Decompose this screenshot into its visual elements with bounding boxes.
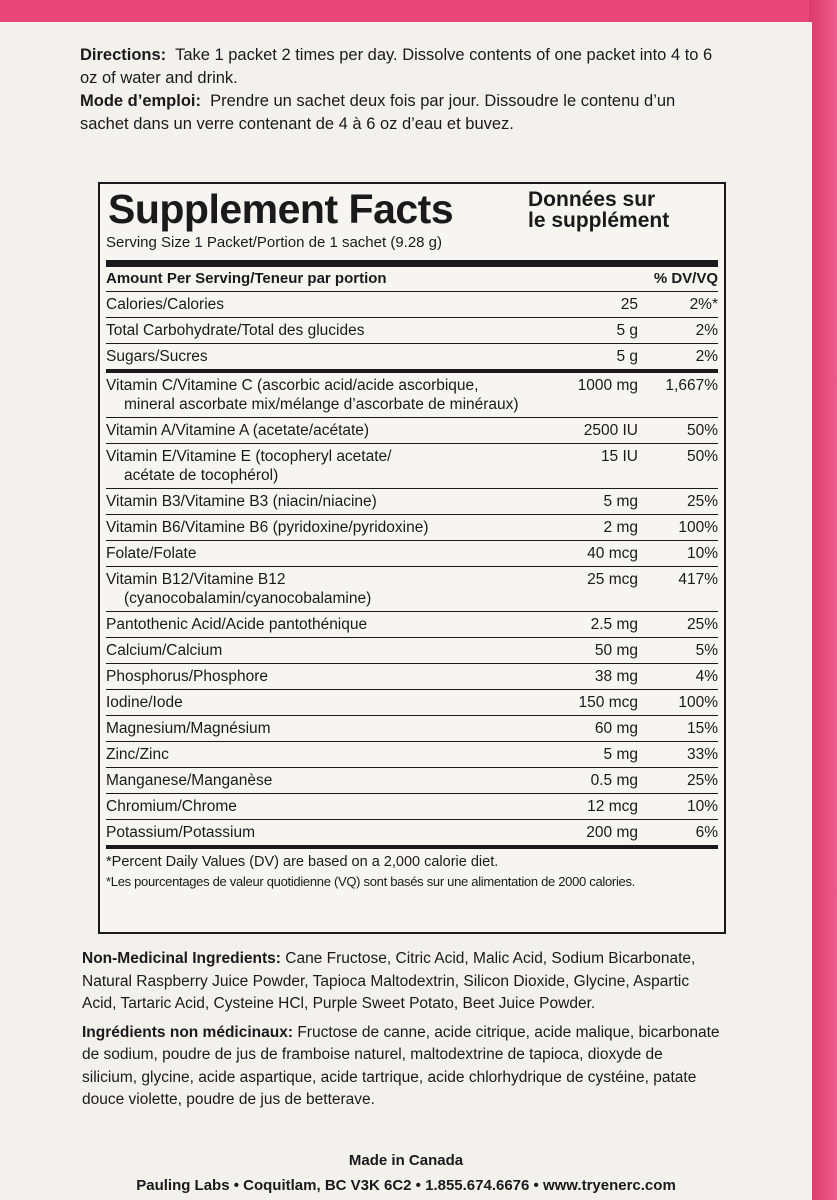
directions-text-fr: Prendre un sachet deux fois par jour. Dissoudre le contenu d’un sachet dans un verre contenant de 4 à 6 oz d’eau et buvez. — [80, 92, 676, 133]
ingredients-block — [82, 948, 722, 1118]
nutrient-name-detail: mineral ascorbate mix/mélange d’ascorbate de minéraux) — [124, 396, 519, 413]
nutrient-name: Calories/Calories — [106, 296, 225, 313]
facts-title-en: Supplement Facts — [108, 186, 454, 232]
nutrient-dv: 10% — [686, 798, 718, 815]
nutrient-name-cell — [106, 321, 528, 340]
nutrient-name-cell — [106, 771, 528, 790]
nutrient-amount: 15 IU — [600, 448, 638, 465]
supplement-facts-panel — [98, 182, 726, 934]
nutrient-dv: 6% — [695, 824, 718, 841]
nutrient-name: Total Carbohydrate/Total des glucides — [106, 322, 365, 339]
nutrient-name-cell — [106, 492, 528, 511]
facts-row — [106, 489, 718, 515]
nutrient-name-cell — [106, 544, 528, 563]
directions-block — [80, 44, 720, 136]
nutrient-dv: 2% — [695, 322, 718, 339]
nutrient-amount: 5 g — [616, 322, 638, 339]
nutrient-dv: 25% — [686, 616, 718, 633]
nutrient-name: Iodine/Iode — [106, 694, 183, 711]
nutrient-name: Vitamin B12/Vitamine B12 — [106, 571, 286, 588]
header-dv: % DV/VQ — [653, 270, 718, 287]
facts-title-fr-line2: le supplément — [528, 209, 670, 232]
facts-row — [106, 820, 718, 845]
ingredients-label-fr: Ingrédients non médicinaux: — [82, 1023, 293, 1041]
directions-label-en: Directions: — [80, 46, 167, 64]
footnote-en: *Percent Daily Values (DV) are based on a 2,000 calorie diet. — [106, 854, 499, 870]
ingredients-fr — [82, 1022, 722, 1112]
nutrient-dv: 100% — [678, 519, 718, 536]
directions-en — [80, 44, 720, 90]
facts-row — [106, 541, 718, 567]
nutrient-amount: 25 — [620, 296, 638, 313]
nutrient-name-cell — [106, 641, 528, 660]
nutrient-name: Calcium/Calcium — [106, 642, 223, 659]
nutrient-amount: 38 mg — [594, 668, 638, 685]
nutrient-amount: 2500 IU — [583, 422, 638, 439]
facts-row — [106, 515, 718, 541]
nutrient-name-cell — [106, 719, 528, 738]
nutrient-name: Manganese/Manganèse — [106, 772, 273, 789]
nutrient-dv: 417% — [678, 571, 718, 588]
nutrient-dv: 4% — [695, 668, 718, 685]
package-edge-right — [809, 0, 837, 1200]
nutrient-name-cell — [106, 693, 528, 712]
nutrient-name: Folate/Folate — [106, 545, 197, 562]
nutrient-dv: 25% — [686, 772, 718, 789]
facts-title-row — [106, 184, 718, 236]
nutrient-name: Phosphorus/Phosphore — [106, 668, 269, 685]
serving-size: Serving Size 1 Packet/Portion de 1 sachet (9.28 g) — [106, 234, 443, 251]
nutrient-dv: 50% — [686, 448, 718, 465]
nutrient-amount: 0.5 mg — [590, 772, 638, 789]
nutrients-list — [106, 373, 718, 845]
facts-row — [106, 292, 718, 318]
nutrient-amount: 50 mg — [594, 642, 638, 659]
facts-row — [106, 612, 718, 638]
divider-bottom — [106, 845, 718, 849]
ingredients-text-fr: Fructose de canne, acide citrique, acide malique, bicarbonate de sodium, poudre de jus de framboise naturel, maltodextrine de tapioca, dioxyde de silicium, glycine, acide aspartique, acide tartrique, acide chlorhydrique de cystéine, patate douce violette, poudre de jus de betterave. — [82, 1023, 720, 1108]
facts-row — [106, 567, 718, 612]
ingredients-label-en: Non-Medicinal Ingredients: — [82, 950, 281, 967]
nutrient-dv: 15% — [686, 720, 718, 737]
nutrient-amount: 25 mcg — [587, 571, 638, 588]
facts-row — [106, 690, 718, 716]
ingredients-en — [82, 948, 722, 1016]
nutrient-amount: 2 mg — [603, 519, 638, 536]
facts-row — [106, 742, 718, 768]
nutrient-amount: 5 mg — [603, 493, 638, 510]
footnote-fr: *Les pourcentages de valeur quotidienne (VQ) sont basés sur une alimentation de 2000 calories. — [106, 874, 635, 889]
nutrient-dv: 25% — [686, 493, 718, 510]
directions-text-en: Take 1 packet 2 times per day. Dissolve contents of one packet into 4 to 6 oz of water and drink. — [80, 46, 713, 87]
facts-row — [106, 373, 718, 418]
nutrient-name: Vitamin E/Vitamine E (tocopheryl acetate/ — [106, 448, 392, 465]
nutrient-name: Pantothenic Acid/Acide pantothénique — [106, 616, 368, 633]
directions-fr — [80, 90, 720, 136]
nutrient-amount: 2.5 mg — [590, 616, 638, 633]
nutrient-dv: 2% — [695, 348, 718, 365]
nutrient-dv: 2%* — [689, 296, 718, 313]
nutrient-name-cell — [106, 667, 528, 686]
macros-list — [106, 292, 718, 369]
nutrient-name: Potassium/Potassium — [106, 824, 256, 841]
nutrient-name: Vitamin B6/Vitamine B6 (pyridoxine/pyridoxine) — [106, 519, 429, 536]
nutrient-name-cell — [106, 570, 528, 608]
facts-row — [106, 664, 718, 690]
footnote — [106, 853, 718, 891]
nutrient-name-cell — [106, 421, 528, 440]
nutrient-dv: 5% — [695, 642, 718, 659]
nutrient-name-detail: acétate de tocophérol) — [124, 467, 279, 484]
facts-header-row — [106, 267, 718, 292]
facts-title-fr-line1: Données sur — [528, 188, 656, 211]
divider-thick — [106, 260, 718, 267]
nutrient-name-detail: (cyanocobalamin/cyanocobalamine) — [124, 590, 372, 607]
nutrient-dv: 100% — [678, 694, 718, 711]
nutrient-name-cell — [106, 295, 528, 314]
facts-row — [106, 638, 718, 664]
nutrient-name-cell — [106, 518, 528, 537]
facts-row — [106, 318, 718, 344]
nutrient-name-cell — [106, 347, 528, 366]
nutrient-name-cell — [106, 615, 528, 634]
facts-row — [106, 768, 718, 794]
nutrient-name: Vitamin A/Vitamine A (acetate/acétate) — [106, 422, 370, 439]
nutrient-dv: 1,667% — [665, 377, 718, 394]
made-in: Made in Canada — [348, 1152, 464, 1169]
nutrient-amount: 12 mcg — [587, 798, 638, 815]
directions-label-fr: Mode d’emploi: — [80, 92, 201, 110]
nutrient-amount: 40 mcg — [587, 545, 638, 562]
nutrient-name: Chromium/Chrome — [106, 798, 237, 815]
nutrient-amount: 5 mg — [603, 746, 638, 763]
facts-row — [106, 418, 718, 444]
nutrient-name-cell — [106, 797, 528, 816]
contact-line: Pauling Labs • Coquitlam, BC V3K 6C2 • 1.855.674.6676 • www.tryenerc.com — [136, 1177, 676, 1194]
nutrient-amount: 60 mg — [594, 720, 638, 737]
nutrient-amount: 200 mg — [586, 824, 638, 841]
header-amount-per-serving: Amount Per Serving/Teneur par portion — [106, 270, 387, 287]
nutrient-dv: 50% — [686, 422, 718, 439]
facts-row — [106, 444, 718, 489]
nutrient-amount: 1000 mg — [577, 377, 638, 394]
nutrient-name-cell — [106, 823, 528, 842]
nutrient-name: Zinc/Zinc — [106, 746, 169, 763]
nutrient-dv: 10% — [686, 545, 718, 562]
nutrient-name: Vitamin C/Vitamine C (ascorbic acid/acide ascorbique, — [106, 377, 479, 394]
facts-row — [106, 344, 718, 369]
nutrient-name-cell — [106, 447, 528, 485]
nutrient-name-cell — [106, 376, 528, 414]
facts-row — [106, 794, 718, 820]
nutrient-dv: 33% — [686, 746, 718, 763]
ingredients-text-en: Cane Fructose, Citric Acid, Malic Acid, Sodium Bicarbonate, Natural Raspberry Juice Powder, Tapioca Maltodextrin, Silicon Dioxide, Glycine, Aspartic Acid, Tartaric Acid, Cysteine HCl, Purple Sweet Potato, Beet Juice Powder. — [82, 950, 696, 1012]
facts-row — [106, 716, 718, 742]
nutrient-name-cell — [106, 745, 528, 764]
nutrient-name: Magnesium/Magnésium — [106, 720, 271, 737]
label-panel — [0, 22, 812, 1200]
facts-title-fr — [528, 189, 669, 231]
nutrient-amount: 150 mcg — [578, 694, 638, 711]
nutrient-amount: 5 g — [616, 348, 638, 365]
nutrient-name: Sugars/Sucres — [106, 348, 208, 365]
nutrient-name: Vitamin B3/Vitamine B3 (niacin/niacine) — [106, 493, 377, 510]
